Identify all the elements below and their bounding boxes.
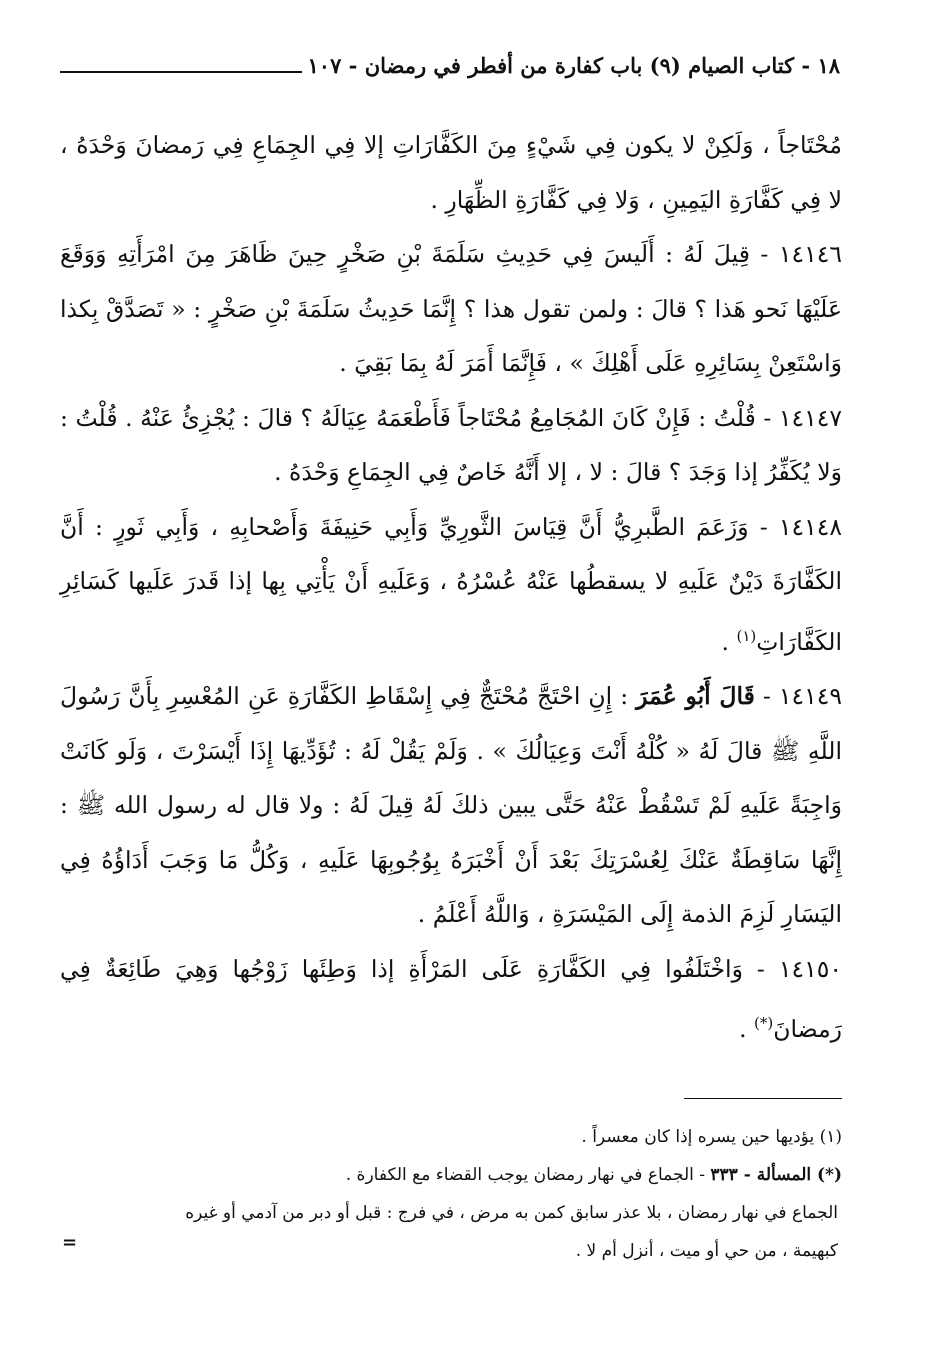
continuation-mark: =	[62, 1232, 78, 1253]
paragraph-14149-number: ١٤١٤٩ -	[754, 682, 843, 710]
intro-paragraph	[60, 118, 842, 227]
paragraph-14148	[60, 500, 842, 670]
header-rule	[60, 71, 302, 73]
main-text	[60, 118, 842, 1057]
paragraph-14146: ١٤١٤٦ - قِيلَ لَهُ : أَلَيسَ فِي حَدِيثِ سَلَمَةَ بْنِ صَخْرٍ حِينَ ظَاهَرَ مِنَ امْرَأَتِهِ وَوَقَعَ عَلَيْهَا نَحو هَذا ؟ قالَ : ولمن تقول هذا ؟ إِنَّمَا حَدِيثُ سَلَمَةَ بْنِ صَخْرٍ : « تَصَدَّقْ بِكذا وَاسْتَعِنْ بِسَائِرِهِ عَلَى أَهْلِكَ » ، فَإِنَّمَا أَمَرَ لَهُ بِمَا بَقِيَ .	[60, 240, 842, 377]
paragraph-14149	[60, 669, 842, 942]
footnote-ref-star: (*)	[754, 1014, 774, 1032]
footnote-1: (١) يؤديها حين يسره إذا كان معسراً .	[581, 1127, 842, 1147]
footnote-ref-1: (١)	[736, 626, 757, 645]
footnote-rule	[684, 1098, 842, 1099]
paragraph-14148-text: ١٤١٤٨ - وَزَعَمَ الطَّبرِيُّ أَنَّ قِيَاسَ الثَّورِيِّ وَأَبِي حَنِيفَةَ وَأَصْحابِهِ ، وَأَبِي ثَورٍ : أَنَّ الكَفَّارَةَ دَيْنٌ عَلَيهِ لا يسقطُها عَنْهُ عُسْرُهُ ، وَعَلَيهِ أَنْ يَأْتِي بِها إذا قَدرَ عَلَيها كَسَائِرِ الكَفَّارَاتِ	[60, 512, 842, 656]
paragraph-14149-text: : إِنِ احْتَجَّ مُحْتَجٌّ فِي إِسْقَاطِ الكَفَّارَةِ عَنِ المُعْسِرِ بِأَنَّ رَسُولَ اللَّهِ ﷺ قالَ لَهُ « كُلْهُ أَنْتَ وَعِيَالُكَ » . وَلَمْ يَقُلْ لَهُ : تُؤَدِّيهَا إِذَا أَيْسَرْتَ ، وَلَو كَانَتْ وَاجِبَةً عَلَيهِ لَمْ تَسْقُطْ عَنْهُ حَتَّى يبين ذلكَ لَهُ قِيلَ لَهُ : ولا قال له رسول الله ﷺ : إِنَّهَا سَاقِطَةٌ عَنْكَ لِعُسْرَتِكَ بَعْدَ أَنْ أَخْبَرَهُ بِوُجُوبِهَا عَلَيهِ ، وَكُلُّ مَا وَجَبَ أَدَاؤُهُ فِي اليَسَارِ لَزِمَ الذمة إِلَى المَيْسَرَةِ ، وَاللَّهُ أَعْلَمُ .	[60, 682, 842, 928]
footnote-3-line-1: الجماع في نهار رمضان ، بلا عذر سابق كمن به مرض ، في فرج : قبل أو دبر من آدمي أو غيره	[185, 1203, 838, 1223]
paragraph-14150	[60, 942, 842, 1057]
intro-line-1: مُحْتَاجاً ، وَلَكِنْ لا يكون فِي شَيْءٍ مِنَ الكَفَّارَاتِ إلا فِي الجِمَاعِ فِي رَمضانَ وَحْدَهُ ،	[60, 131, 842, 159]
header-title: ١٨ - كتاب الصيام (٩) باب كفارة من أفطر في رمضان - ١٠٧	[307, 52, 840, 78]
footnote-2	[62, 1156, 842, 1194]
paragraph-14150-text: ١٤١٥٠ - وَاخْتَلَفُوا فِي الكَفَّارَةِ عَلَى المَرْأَةِ إذا وَطِئَها زَوْجُها وَهِيَ طَائِعَةٌ فِي رَمضانَ	[60, 954, 842, 1043]
running-header	[60, 48, 840, 82]
paragraph-14150-end: .	[739, 1015, 755, 1043]
paragraph-14148-end: .	[721, 627, 737, 656]
footnote-2-text: - الجماع في نهار رمضان يوجب القضاء مع الكفارة .	[345, 1165, 711, 1185]
footnotes	[62, 1118, 842, 1270]
paragraph-14147: ١٤١٤٧ - قُلْتُ : فَإِنْ كَانَ المُجَامِعُ مُحْتَاجاً فَأَطْعَمَهُ عِيَالَهُ ؟ قالَ : يُجْزِئُ عَنْهُ . قُلْتُ : وَلا يُكَفِّرُ إذا وَجَدَ ؟ قالَ : لا ، إلا أَنَّهُ خَاصٌ فِي الجِمَاعِ وَحْدَهُ .	[60, 403, 842, 486]
footnote-3-line-2: كبهيمة ، من حي أو ميت ، أنزل أم لا .	[575, 1241, 838, 1261]
speaker-name: قَالَ أَبُو عُمَرَ	[636, 682, 755, 710]
footnote-2-label: (*) المسألة - ٣٣٣	[710, 1165, 842, 1185]
intro-line-2: لا فِي كَفَّارَةِ اليَمِينِ ، وَلا فِي كَفَّارَةِ الظِّهَارِ .	[430, 185, 842, 214]
